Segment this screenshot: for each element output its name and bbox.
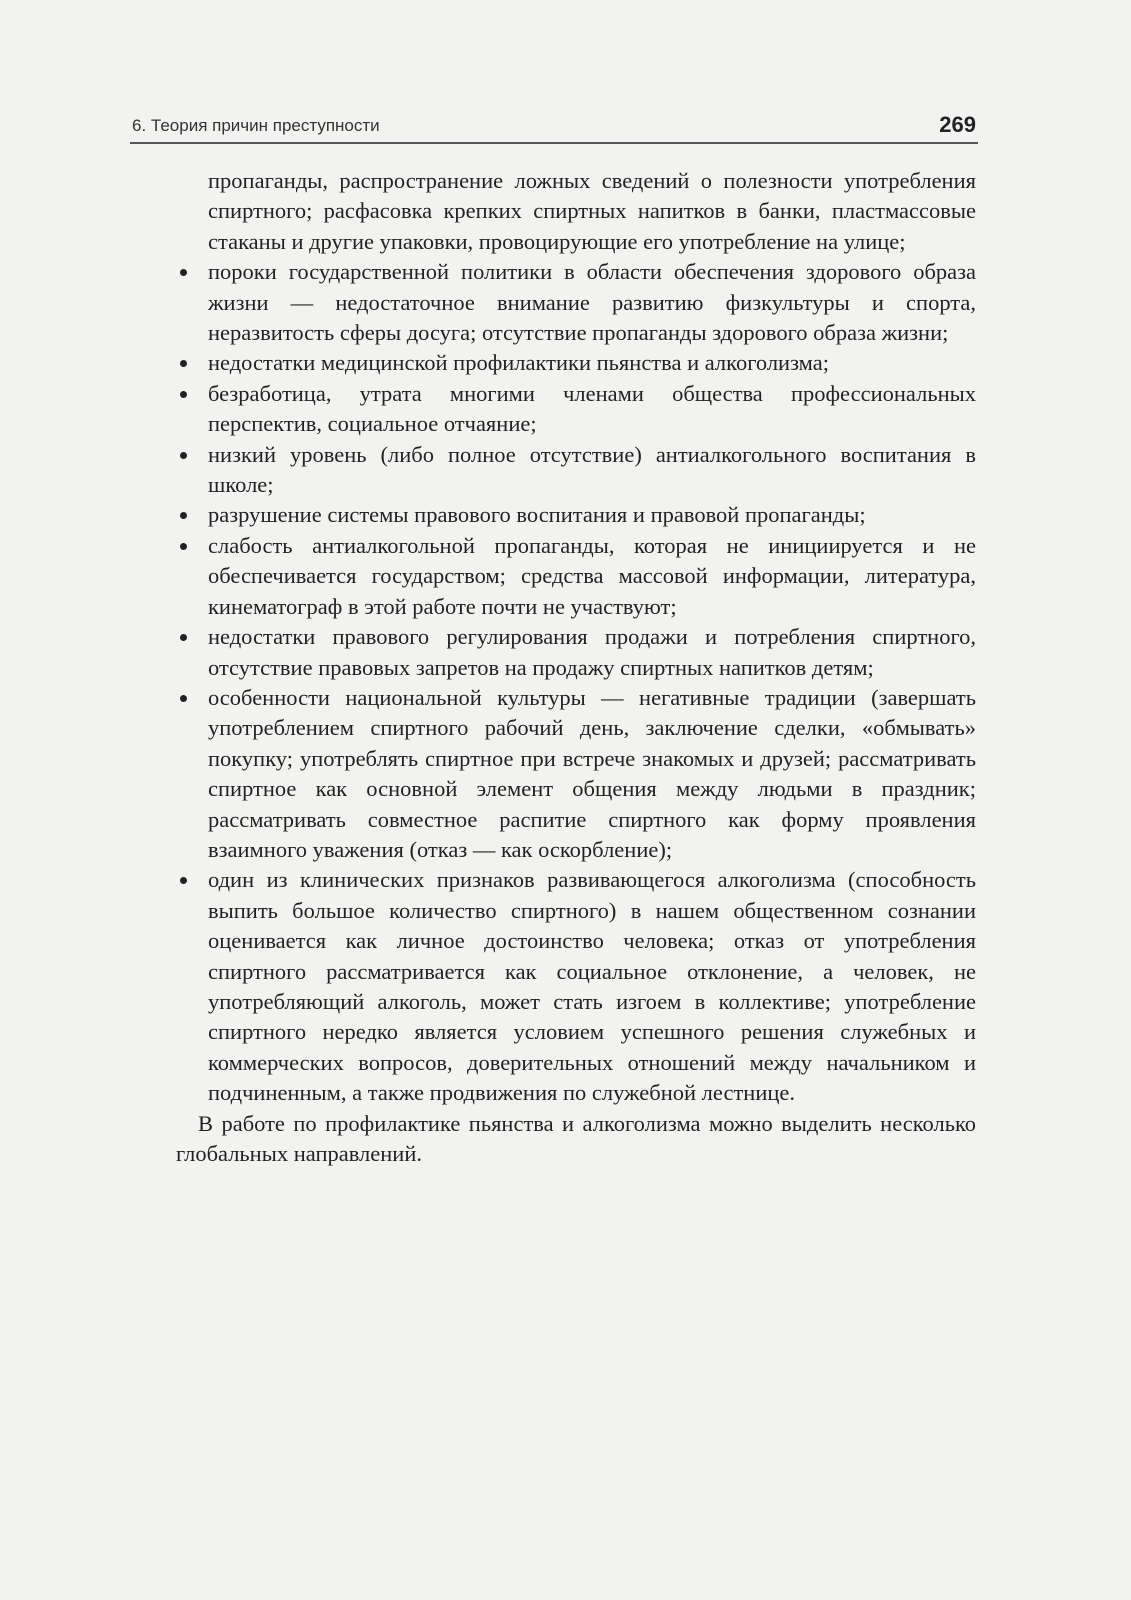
list-item [178,257,976,348]
page-header [130,112,978,144]
bullet-icon [180,360,187,367]
bullet-icon [180,877,187,884]
list-item-text: недостатки медицинской профилактики пьянства и алкоголизма; [208,350,829,376]
bullet-icon [180,695,187,702]
list-item [178,379,976,440]
list-item-text: один из клинических признаков развивающегося алкоголизма (способность выпить большое количество спиртного) в нашем общественном сознании оценивается как личное достоинство человека; отказ от употребления спиртного рассматривается как социальное отклонение, а человек, не употребляющий алкоголь, может стать изгоем в коллективе; употребление спиртного нередко является условием успешного решения служебных и коммерческих вопросов, доверительных отношений между начальником и подчиненным, а также продвижения по служебной лестнице. [208,867,976,1106]
list-item [178,440,976,501]
list-item [178,622,976,683]
list-item-text: недостатки правового регулирования продажи и потребления спиртного, отсутствие правовых запретов на продажу спиртных напитков детям; [208,624,976,680]
running-title: 6. Теория причин преступности [132,116,380,135]
closing-paragraph: В работе по профилактике пьянства и алкоголизма можно выделить несколько глобальных направлений. [176,1110,976,1166]
bullet-icon [180,391,187,398]
bullet-icon [180,543,187,550]
continuation-paragraph: пропаганды, распространение ложных сведений о полезности употребления спиртного; расфасовка крепких спиртных напитков в банки, пластмассовые стаканы и другие упаковки, провоцирующие его употребление на улице; [208,168,976,254]
bullet-icon [180,512,187,519]
list-item [178,683,976,865]
list-item-text: разрушение системы правового воспитания и правовой пропаганды; [208,502,866,528]
list-item-text: низкий уровень (либо полное отсутствие) антиалкогольного воспитания в школе; [208,441,976,498]
page-number: 269 [939,112,976,137]
list-item [178,500,976,530]
bullet-icon [180,452,187,459]
bullet-icon [180,269,187,276]
list-item [178,348,976,378]
page-body [178,166,976,1169]
bullet-list [178,257,976,1108]
list-item-text: безработица, утрата многими членами общества профессиональных перспектив, социальное отчаяние; [208,380,976,437]
list-item-text: особенности национальной культуры — негативные традиции (завершать употреблением спиртного рабочий день, заключение сделки, «обмывать» покупку; употреблять спиртное при встрече знакомых и друзей; рассматривать спиртное как основной элемент общения между людьми в праздник; рассматривать совместное распитие спиртного как форму проявления взаимного уважения (отказ — как оскорбление); [208,684,976,862]
list-item-text: пороки государственной политики в области обеспечения здорового образа жизни — недостаточное внимание развитию физкультуры и спорта, неразвитость сферы досуга; отсутствие пропаганды здорового образа жизни; [208,259,976,346]
list-item [178,531,976,622]
list-item [178,865,976,1108]
bullet-icon [180,634,187,641]
list-item-text: слабость антиалкогольной пропаганды, которая не инициируется и не обеспечивается государством; средства массовой информации, литература, кинематограф в этой работе почти не участвуют; [208,532,976,619]
